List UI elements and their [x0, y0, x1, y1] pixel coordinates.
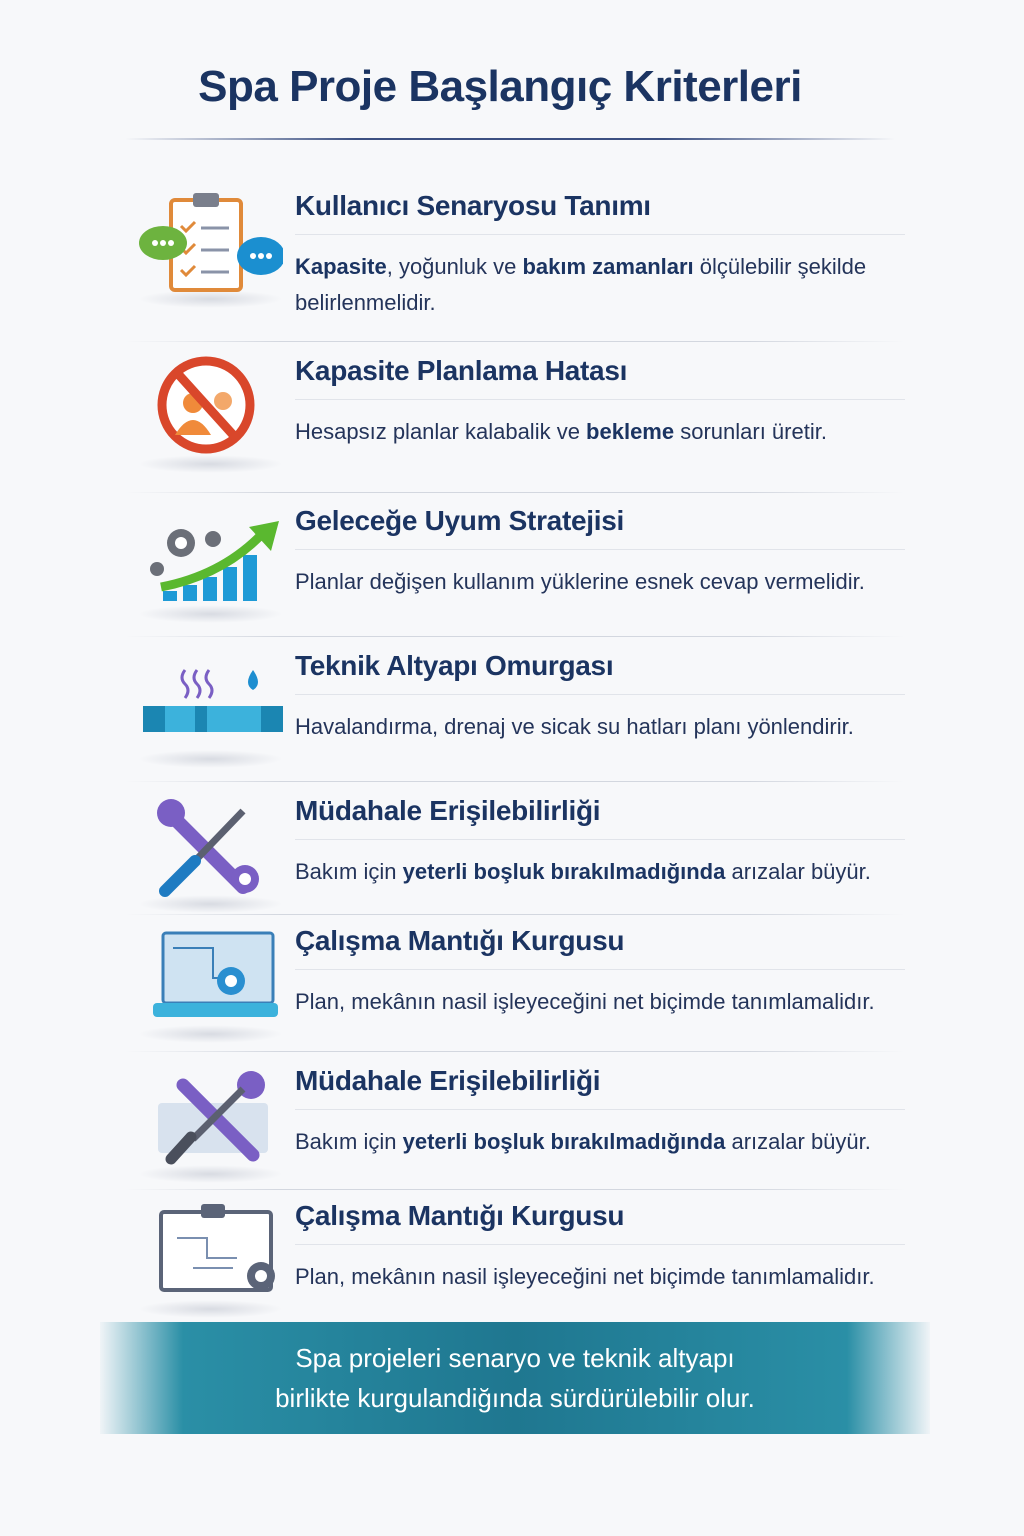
- text-segment: Plan, mekânın nasil işleyeceğini net biçimde tanımlamalidır.: [295, 989, 875, 1014]
- title-divider: [125, 138, 895, 140]
- no-crowd-icon: [133, 353, 283, 473]
- row-divider: [125, 341, 905, 342]
- text-segment: , yoğunluk ve: [386, 254, 523, 279]
- criteria-title: Kullanıcı Senaryosu Tanımı: [295, 190, 905, 235]
- clipboard-chat-icon: [133, 188, 283, 308]
- page-title: Spa Proje Başlangıç Kriterleri: [198, 62, 802, 111]
- text-segment: Hesapsız planlar kalabalik ve: [295, 419, 587, 444]
- criteria-title: Müdahale Erişilebilirliği: [295, 795, 905, 840]
- criteria-description: [295, 414, 905, 450]
- criteria-description: [295, 854, 905, 890]
- clipboard-plan-gear-icon: [133, 1198, 283, 1318]
- text-segment: Bakım için: [295, 1129, 403, 1154]
- criteria-row: [125, 640, 905, 782]
- text-segment: Plan, mekânın nasil işleyeceğini net biçimde tanımlamalidır.: [295, 1264, 875, 1289]
- criteria-row: [125, 1190, 905, 1315]
- text-segment: Bakım için: [295, 859, 403, 884]
- emphasis-text: bekleme: [586, 419, 675, 444]
- criteria-description: [295, 564, 905, 600]
- wrench-screwdriver-icon: [133, 793, 283, 913]
- criteria-row: [125, 495, 905, 637]
- text-segment: ölçülebilir şekilde belirlenmelidir.: [295, 254, 867, 315]
- criteria-title: Çalışma Mantığı Kurgusu: [295, 1200, 905, 1245]
- criteria-title: Çalışma Mantığı Kurgusu: [295, 925, 905, 970]
- emphasis-text: bakım zamanları: [522, 254, 694, 279]
- criteria-row: [125, 180, 905, 342]
- row-divider: [125, 1051, 905, 1052]
- criteria-title: Teknik Altyapı Omurgası: [295, 650, 905, 695]
- criteria-title: Kapasite Planlama Hatası: [295, 355, 905, 400]
- wrench-screwdriver-icon: [133, 1063, 283, 1183]
- banner-line-2: birlikte kurgulandiğında sürdürülebilir olur.: [275, 1383, 755, 1413]
- criteria-description: [295, 984, 905, 1020]
- criteria-description: [295, 249, 905, 321]
- banner-line-1: Spa projeleri senaryo ve teknik altyapı: [295, 1343, 735, 1373]
- row-divider: [125, 492, 905, 493]
- emphasis-text: yeterli boşluk bırakılmadığında: [402, 1129, 726, 1154]
- criteria-description: [295, 1124, 905, 1160]
- emphasis-text: Kapasite: [295, 254, 387, 279]
- criteria-row: [125, 915, 905, 1052]
- growth-gears-icon: [133, 503, 283, 623]
- text-segment: Planlar değişen kullanım yüklerine esnek cevap vermelidir.: [295, 569, 865, 594]
- text-segment: sorunları üretir.: [674, 419, 827, 444]
- criteria-row: [125, 785, 905, 915]
- criteria-row: [125, 345, 905, 493]
- text-segment: Havalandırma, drenaj ve sicak su hatları planı yönlendirir.: [295, 714, 854, 739]
- row-divider: [125, 636, 905, 637]
- text-segment: arızalar büyür.: [725, 859, 871, 884]
- criteria-row: [125, 1055, 905, 1190]
- criteria-title: Müdahale Erişilebilirliği: [295, 1065, 905, 1110]
- criteria-description: [295, 709, 905, 745]
- text-segment: arızalar büyür.: [725, 1129, 871, 1154]
- summary-banner: [100, 1322, 930, 1434]
- emphasis-text: yeterli boşluk bırakılmadığında: [402, 859, 726, 884]
- blueprint-gear-icon: [133, 923, 283, 1043]
- row-divider: [125, 781, 905, 782]
- criteria-description: [295, 1259, 905, 1295]
- pipe-steam-icon: [133, 648, 283, 768]
- criteria-title: Geleceğe Uyum Stratejisi: [295, 505, 905, 550]
